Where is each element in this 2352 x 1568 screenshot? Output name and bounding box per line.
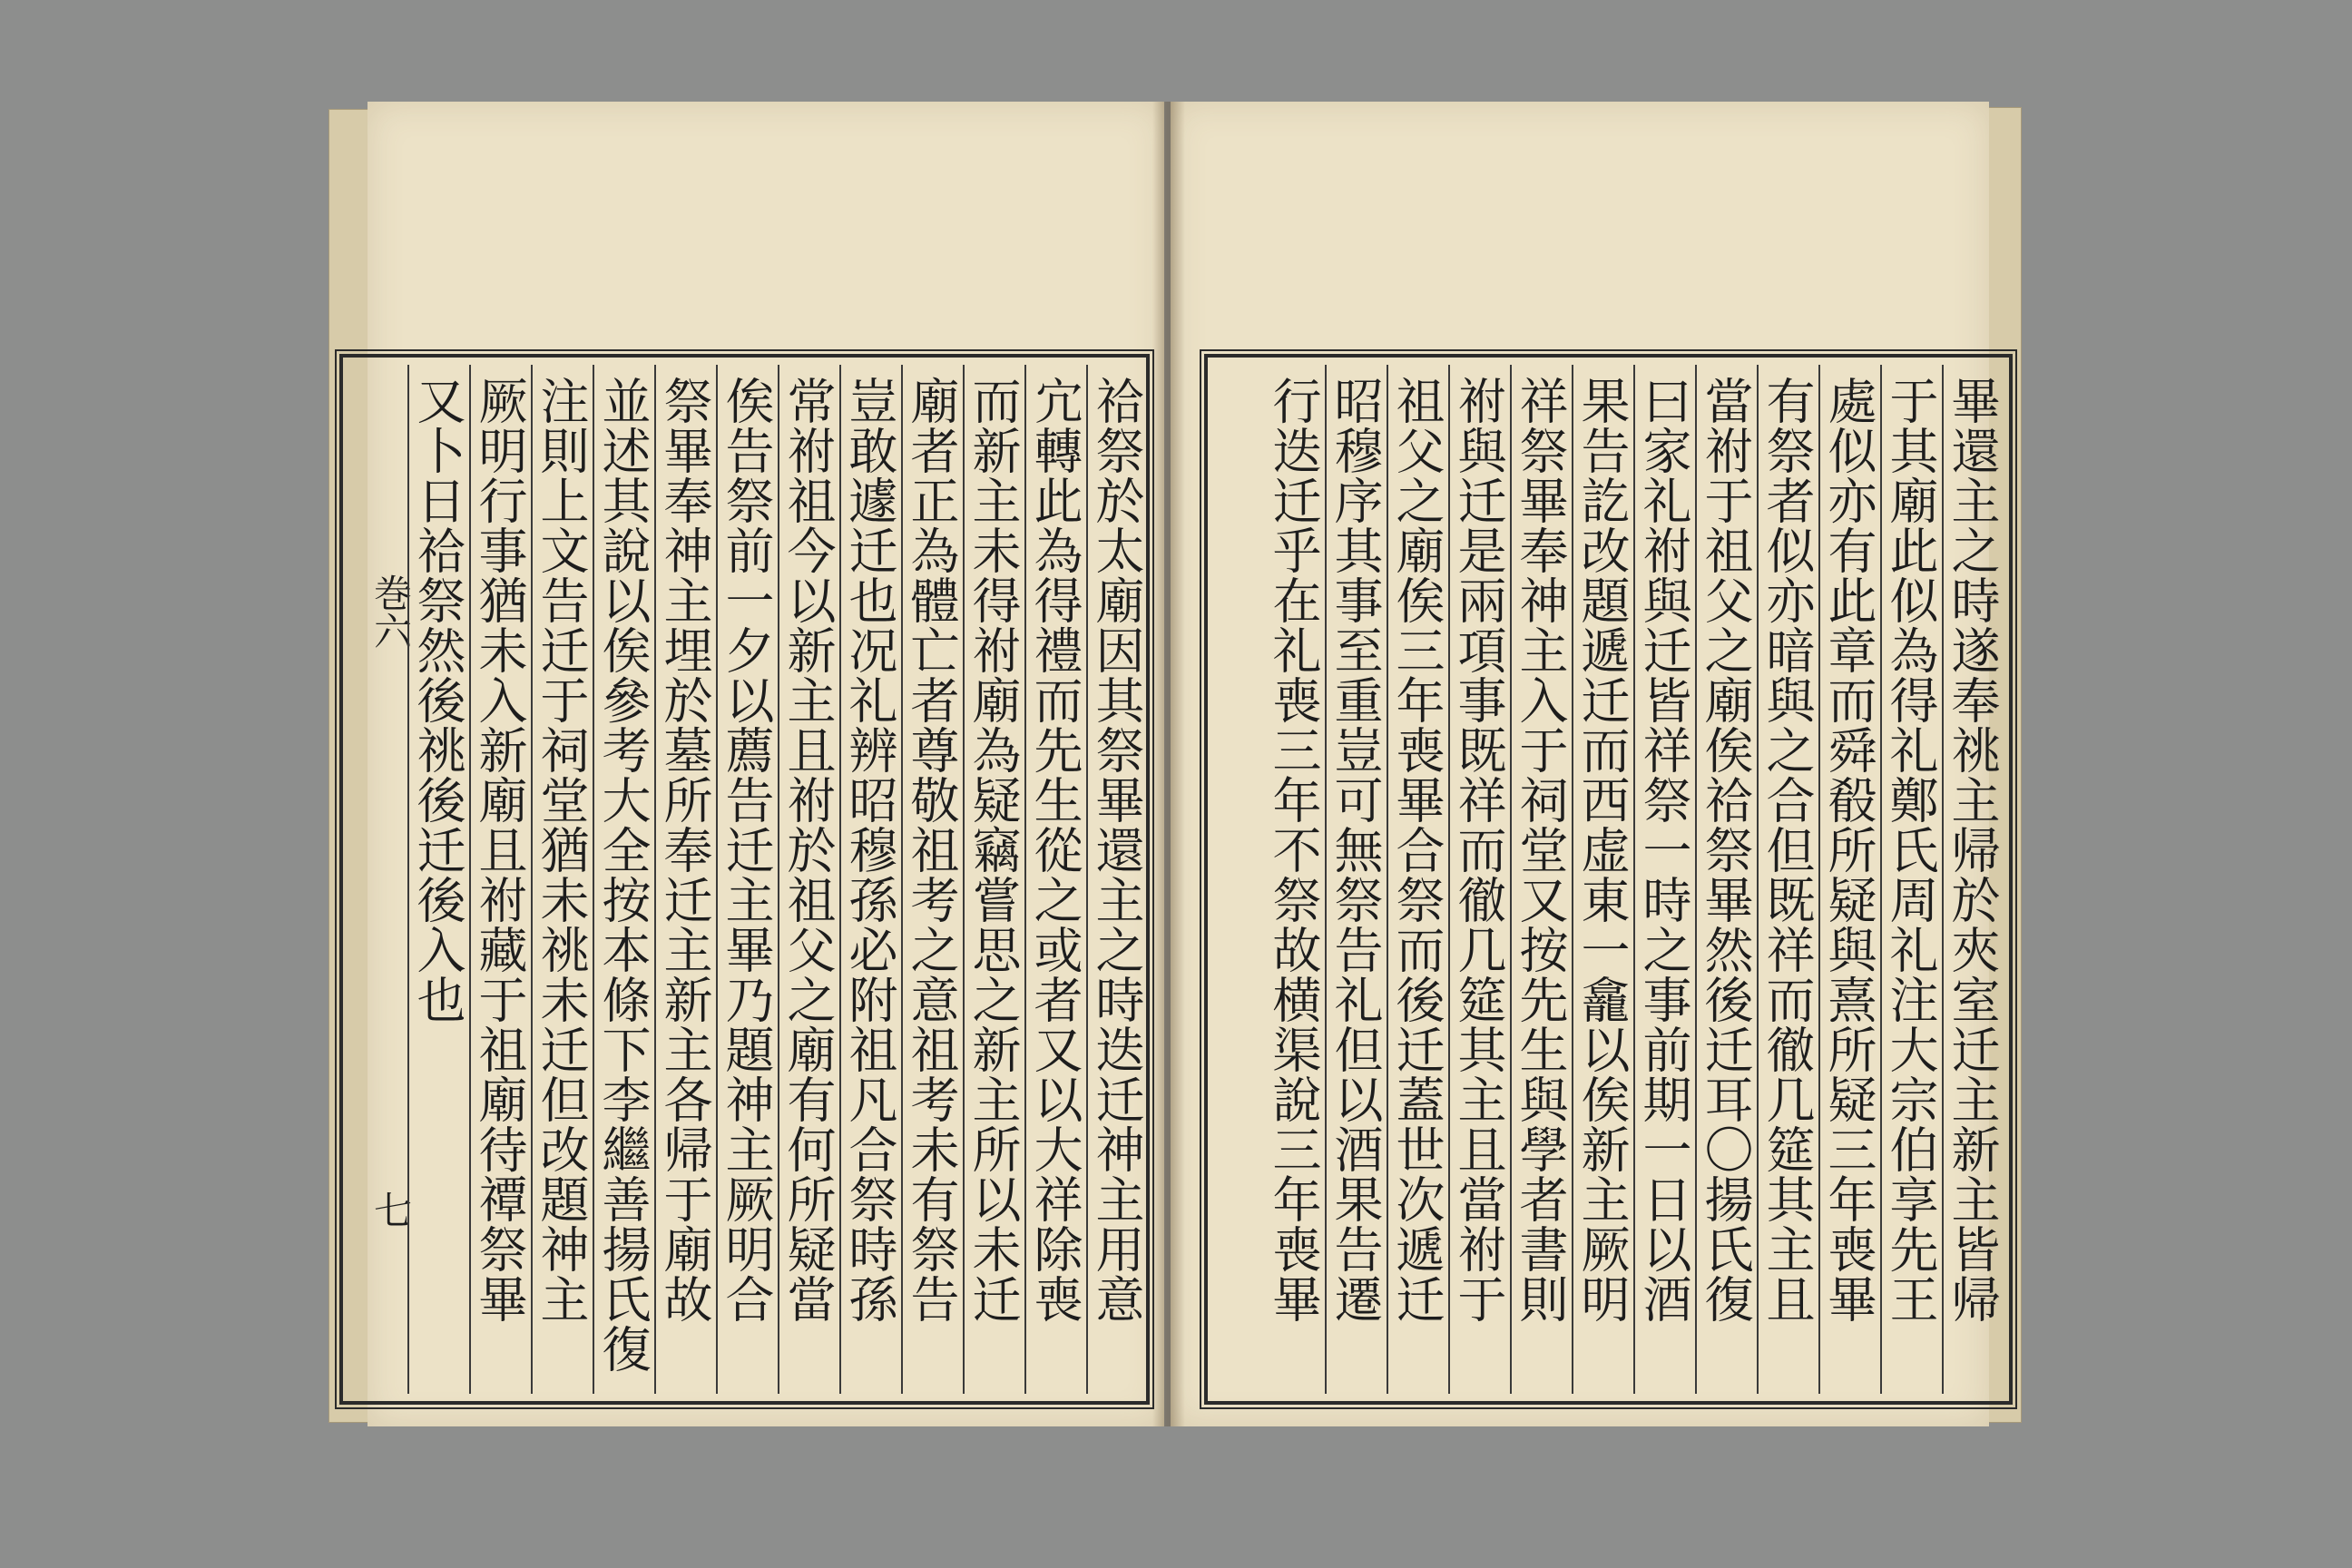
text-column: 昭穆序其事至重豈可無祭告礼但以酒果告遷 — [1325, 365, 1385, 1394]
text-column: 注則上文告迁于祠堂猶未祧未迁但改題神主 — [531, 365, 591, 1394]
text-column: 常祔祖今以新主且祔於祖父之廟有何所疑當 — [778, 365, 838, 1394]
margin-column — [359, 365, 413, 1394]
text-column: 曰家礼祔與迁皆祥祭一時之事前期一日以酒 — [1633, 365, 1693, 1394]
text-column: 當祔于祖父之廟俟祫祭畢然後迁耳〇揚氏復 — [1695, 365, 1755, 1394]
text-column: 祔與迁是兩項事既祥而徹几筵其主且當祔于 — [1448, 365, 1508, 1394]
text-column: 于其廟此似為得礼鄭氏周礼注大宗伯享先王 — [1880, 365, 1940, 1394]
text-column: 厥明行事猶未入新廟且祔藏于祖廟待禫祭畢 — [469, 365, 529, 1394]
text-column: 祖父之廟俟三年喪畢合祭而後迁蓋世次遞迁 — [1387, 365, 1446, 1394]
text-column: 祥祭畢奉神主入于祠堂又按先生與學者書則 — [1510, 365, 1570, 1394]
text-column: 行迭迁乎在礼喪三年不祭故横渠說三年喪畢 — [1265, 376, 1322, 1324]
text-column: 果告訖改題遞迁而西虚東一龕以俟新主厥明 — [1572, 365, 1632, 1394]
text-column: 祫祭於太廟因其祭畢還主之時迭迁神主用意 — [1086, 365, 1146, 1394]
text-column: 宂轉此為得禮而先生從之或者又以大祥除喪 — [1024, 365, 1084, 1394]
left-text-frame — [339, 354, 1150, 1405]
text-column: 祭畢奉神主埋於墓所奉迁主新主各帰于廟故 — [654, 365, 714, 1394]
right-text-frame — [1204, 354, 2013, 1405]
page-number: 七 — [368, 1191, 413, 1229]
volume-label: 巻六 — [368, 573, 413, 650]
text-column: 而新主未得祔廟為疑竊嘗思之新主所以未迁 — [963, 365, 1023, 1394]
text-column: 畢還主之時遂奉祧主帰於夾室迁主新主皆帰 — [1942, 365, 2002, 1394]
text-column: 俟告祭前一夕以薦告迁主畢乃題神主厥明合 — [716, 365, 776, 1394]
book-gutter — [1152, 102, 1185, 1426]
text-column: 並述其說以俟參考大全按本條下李繼善揚氏復 — [593, 365, 652, 1394]
text-column: 有祭者似亦暗與之合但既祥而徹几筵其主且 — [1757, 365, 1817, 1394]
text-column: 又卜日祫祭然後祧後迁後入也 — [407, 365, 467, 1394]
text-column: 豈敢遽迁也况礼辨昭穆孫必附祖凡合祭時孫 — [839, 365, 899, 1394]
text-column: 廟者正為體亡者尊敬祖考之意祖考未有祭告 — [901, 365, 961, 1394]
text-column: 處似亦有此章而舜殽所疑與熹所疑三年喪畢 — [1818, 365, 1878, 1394]
